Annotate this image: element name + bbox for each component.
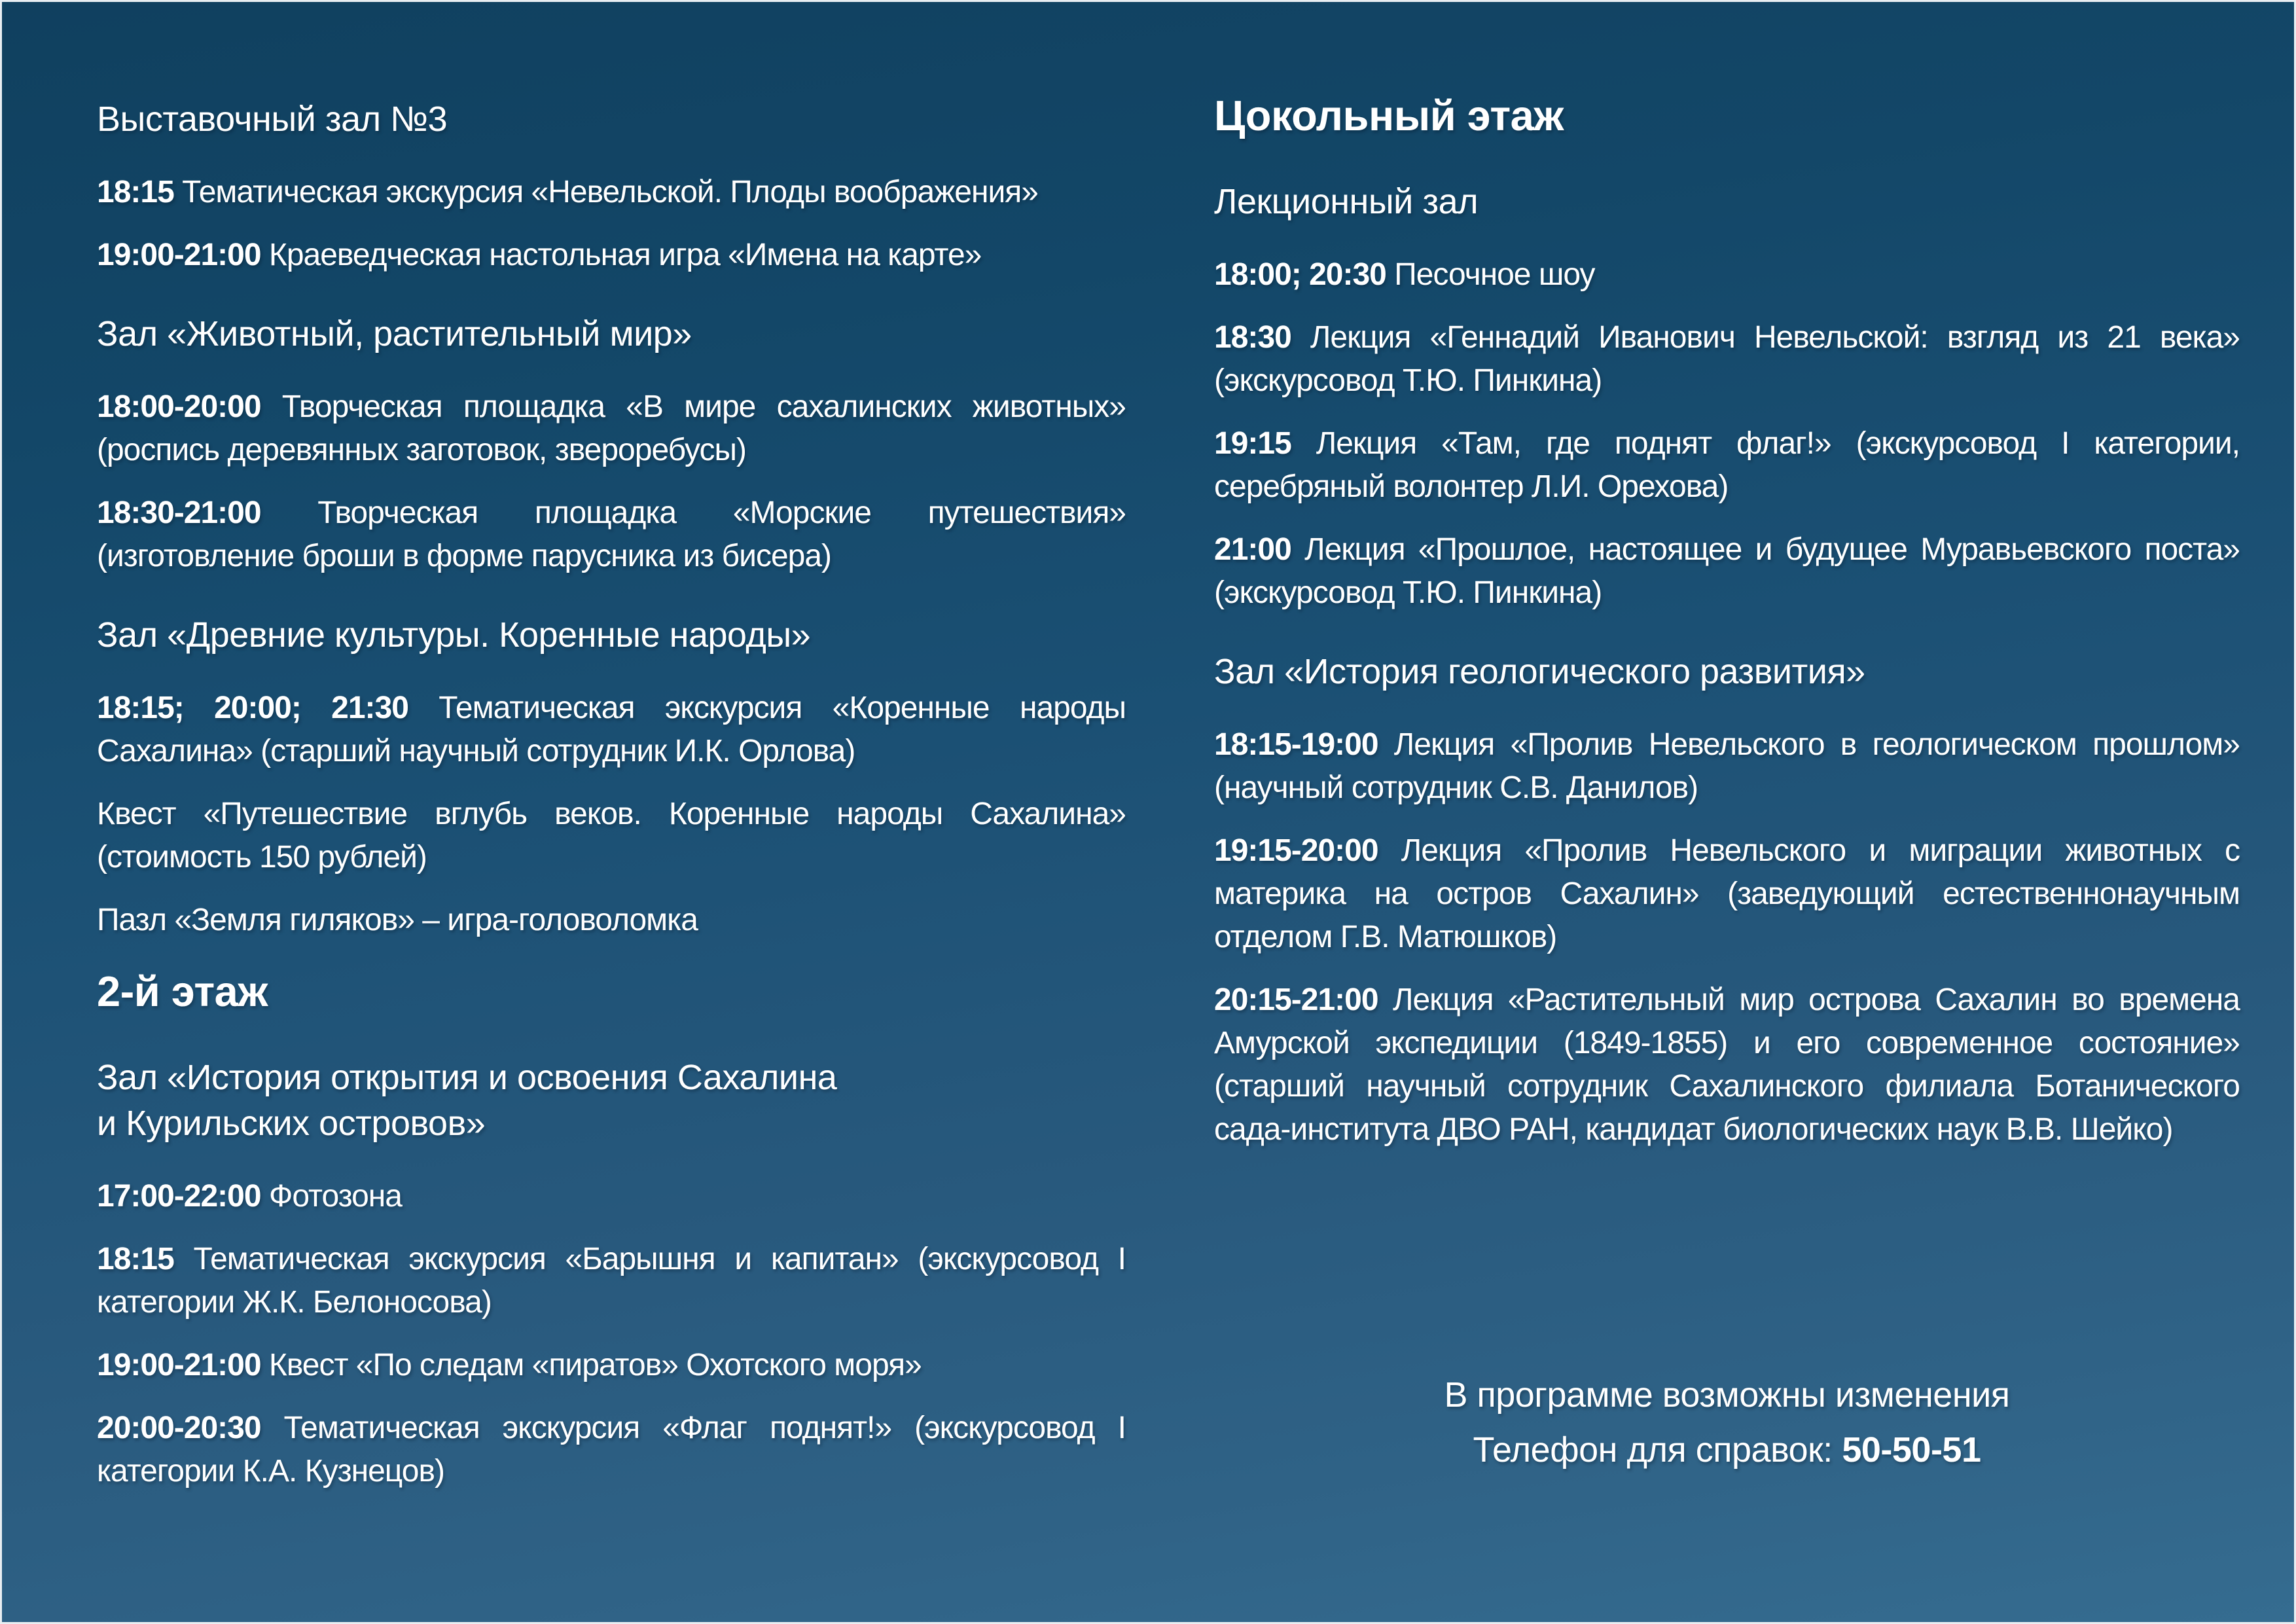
event-time: 18:30-21:00 (97, 496, 261, 530)
event-time: 18:15-19:00 (1214, 727, 1378, 762)
event-time: 20:00-20:30 (97, 1411, 261, 1445)
lecture-hall-heading: Лекционный зал (1214, 182, 1479, 221)
event-text: Лекция «Растительный мир острова Сахалин во времена Амурской экспедиции (1849-1855) и его современное состояние» (старший научный сотрудник Сахалинского филиала Ботанического сада-института ДВО РАН, кандидат биологических наук В.В. Шейко) (1214, 983, 2240, 1147)
event-item (1214, 979, 2240, 1151)
event-time: 19:15-20:00 (1214, 833, 1378, 868)
event-time: 18:00-20:00 (97, 389, 261, 424)
event-text: Лекция «Пролив Невельского в геологическом прошлом» (научный сотрудник С.В. Данилов) (1214, 727, 2240, 805)
program-footer (1214, 1367, 2240, 1477)
floor-2-heading: 2-й этаж (97, 967, 268, 1015)
event-item (97, 492, 1126, 578)
event-time: 18:30 (1214, 320, 1291, 355)
event-time: 18:15 (97, 175, 174, 209)
event-time: 20:15-21:00 (1214, 983, 1378, 1017)
event-time: 19:00-21:00 (97, 238, 261, 272)
event-item (97, 1407, 1126, 1493)
event-text: Тематическая экскурсия «Невельской. Плоды воображения» (182, 175, 1038, 209)
event-text: Лекция «Геннадий Иванович Невельской: взгляд из 21 века» (экскурсовод Т.Ю. Пинкина) (1214, 320, 2240, 398)
event-text: Творческая площадка «Морские путешествия» (изготовление броши в форме парусника из бисера) (97, 496, 1126, 573)
event-text: Лекция «Прошлое, настоящее и будущее Муравьевского поста» (экскурсовод Т.Ю. Пинкина) (1214, 532, 2240, 610)
event-item (97, 899, 1126, 942)
event-text: Тематическая экскурсия «Флаг поднят!» (экскурсовод I категории К.А. Кузнецов) (97, 1411, 1126, 1489)
footer-phone-label: Телефон для справок: (1473, 1430, 1833, 1470)
event-item (1214, 316, 2240, 403)
event-item (1214, 253, 2240, 297)
ancient-cultures-hall-heading: Зал «Древние культуры. Коренные народы» (97, 615, 811, 655)
geology-history-hall-heading: Зал «История геологического развития» (1214, 652, 1865, 691)
event-time: 17:00-22:00 (97, 1179, 261, 1214)
heading-line: Зал «История открытия и освоения Сахалина (97, 1058, 837, 1097)
event-time: 18:00; 20:30 (1214, 257, 1386, 292)
event-item (97, 687, 1126, 773)
event-text: Песочное шоу (1394, 257, 1595, 292)
event-item (97, 234, 1126, 277)
event-time: 21:00 (1214, 532, 1291, 567)
event-text: Краеведческая настольная игра «Имена на карте» (268, 238, 982, 272)
event-text: Тематическая экскурсия «Коренные народы Сахалина» (старший научный сотрудник И.К. Орлова) (97, 691, 1126, 768)
event-time: 18:15; 20:00; 21:30 (97, 691, 408, 725)
event-time: 19:15 (1214, 426, 1291, 461)
left-column (97, 87, 1126, 1513)
event-text: Творческая площадка «В мире сахалинских животных» (роспись деревянных заготовок, звероребусы) (97, 389, 1126, 467)
event-text: Тематическая экскурсия «Барышня и капитан» (экскурсовод I категории Ж.К. Белоносова) (97, 1242, 1126, 1320)
event-time: 19:00-21:00 (97, 1348, 261, 1382)
right-column (1214, 87, 2240, 1513)
footer-phone-number: 50-50-51 (1842, 1430, 1981, 1470)
event-text: Лекция «Пролив Невельского и миграции животных с материка на остров Сахалин» (заведующий естественнонаучным отделом Г.В. Матюшков) (1214, 833, 2240, 954)
event-time: 18:15 (97, 1242, 174, 1276)
event-item (97, 1175, 1126, 1218)
footer-phone-line (1214, 1422, 2240, 1477)
event-item (1214, 829, 2240, 959)
event-item (97, 793, 1126, 879)
columns-container (97, 87, 2240, 1513)
exhibition-hall-3-heading: Выставочный зал №3 (97, 99, 448, 139)
event-text: Пазл «Земля гиляков» – игра-головоломка (97, 903, 698, 937)
event-item (97, 1238, 1126, 1324)
event-item (1214, 723, 2240, 810)
animal-plant-hall-heading: Зал «Животный, растительный мир» (97, 314, 692, 353)
event-item (97, 1344, 1126, 1387)
event-text: Фотозона (268, 1179, 402, 1214)
discovery-history-hall-heading (97, 1055, 1126, 1146)
basement-floor-heading: Цокольный этаж (1214, 92, 1564, 139)
event-text: Лекция «Там, где поднят флаг!» (экскурсовод I категории, серебряный волонтер Л.И. Орехова) (1214, 426, 2240, 504)
event-item (1214, 528, 2240, 615)
event-item (97, 171, 1126, 214)
event-text: Квест «По следам «пиратов» Охотского моря» (268, 1348, 922, 1382)
event-item (97, 386, 1126, 472)
footer-note: В программе возможны изменения (1444, 1375, 2010, 1415)
heading-line: и Курильских островов» (97, 1104, 486, 1143)
event-item (1214, 422, 2240, 509)
event-text: Квест «Путешествие вглубь веков. Коренные народы Сахалина» (стоимость 150 рублей) (97, 797, 1126, 875)
